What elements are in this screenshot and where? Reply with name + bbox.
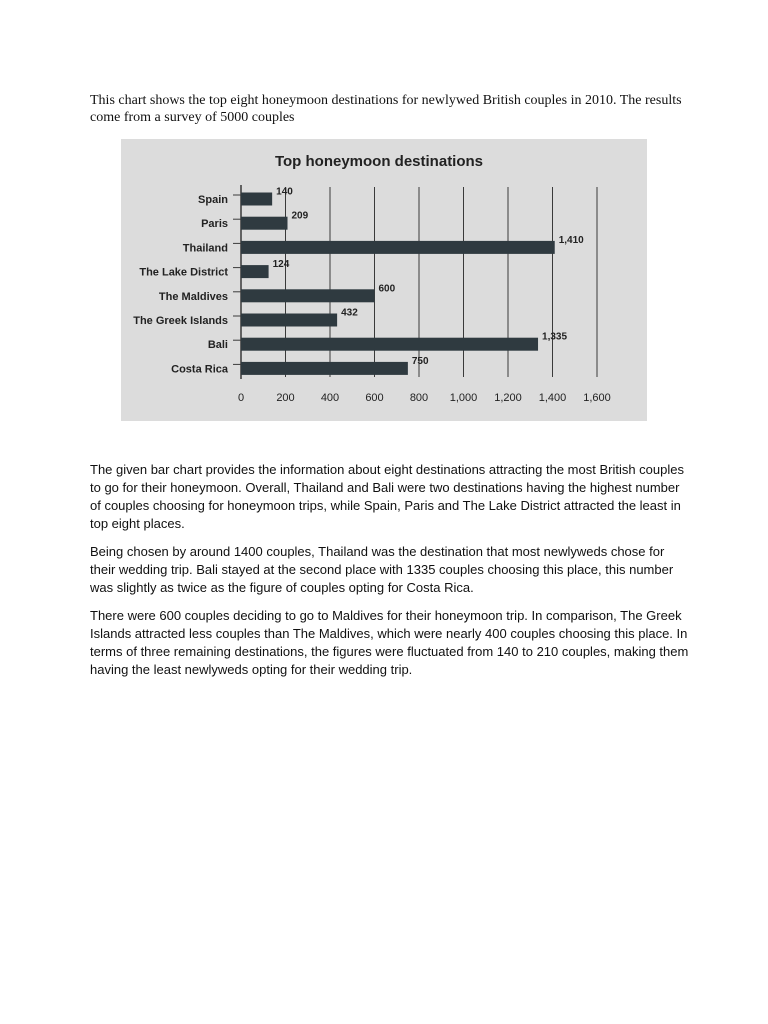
category-label: Thailand — [182, 242, 228, 255]
value-label: 432 — [341, 307, 358, 319]
category-label: The Greek Islands — [133, 315, 228, 327]
x-tick-label: 0 — [237, 392, 245, 404]
value-label: 1,335 — [542, 331, 568, 343]
bar — [241, 241, 555, 254]
chart-title: Top honeymoon destinations — [274, 153, 484, 170]
bar — [241, 314, 337, 327]
x-tick-label: 800 — [409, 392, 429, 404]
x-tick-label: 1,400 — [538, 392, 567, 404]
x-tick-label: 1,000 — [449, 392, 478, 404]
paragraph-2: Being chosen by around 1400 couples, Thailand was the destination that most newlyweds chose for their wedding trip. Bali stayed at the second place with 1335 couples choosing this place, this number was slightly as twice as the figure of couples opting for Costa Rica. — [90, 544, 674, 595]
value-label: 600 — [378, 283, 396, 295]
bar — [241, 193, 272, 206]
bar — [241, 217, 288, 230]
value-label: 140 — [276, 186, 293, 198]
bar-chart — [121, 139, 647, 421]
bar — [241, 362, 408, 375]
paragraph-1: The given bar chart provides the information about eight destinations attracting the most British couples to go for their honeymoon. Overall, Thailand and Bali were two destinations having the highest number of couples choosing for honeymoon trips, while Spain, Paris and The Lake District attracted the least in top eight places. — [90, 462, 684, 531]
category-label: The Lake District — [139, 266, 228, 279]
x-tick-label: 1,600 — [583, 392, 611, 404]
intro-text: This chart shows the top eight honeymoon destinations for newlywed British couples in 2010. The results come from a survey of 5000 couples — [90, 93, 682, 125]
category-label: Costa Rica — [171, 363, 228, 376]
paragraph-3: There were 600 couples deciding to go to Maldives for their honeymoon trip. In comparison, The Greek Islands attracted less couples than The Maldives, which were nearly 400 couples choosing this place. In terms of three remaining destinations, the figures were fluctuated from 140 to 210 couples, making them having the least newlyweds opting for their wedding trip. — [90, 608, 689, 677]
x-tick-label: 400 — [320, 392, 340, 404]
value-label: 1,410 — [558, 234, 584, 246]
x-tick-label: 200 — [276, 392, 295, 404]
value-label: 750 — [411, 355, 429, 367]
category-label: Bali — [207, 339, 228, 352]
value-label: 209 — [291, 210, 309, 222]
category-label: The Maldives — [158, 290, 228, 303]
chart-photo — [121, 139, 647, 421]
category-label: Spain — [198, 194, 228, 206]
bar — [241, 265, 269, 278]
x-tick-label: 600 — [365, 392, 384, 404]
x-tick-label: 1,200 — [494, 392, 522, 404]
bar — [241, 289, 375, 302]
essay-body — [90, 461, 690, 689]
category-label: Paris — [201, 218, 228, 231]
value-label: 124 — [272, 259, 290, 271]
bar — [241, 338, 538, 351]
